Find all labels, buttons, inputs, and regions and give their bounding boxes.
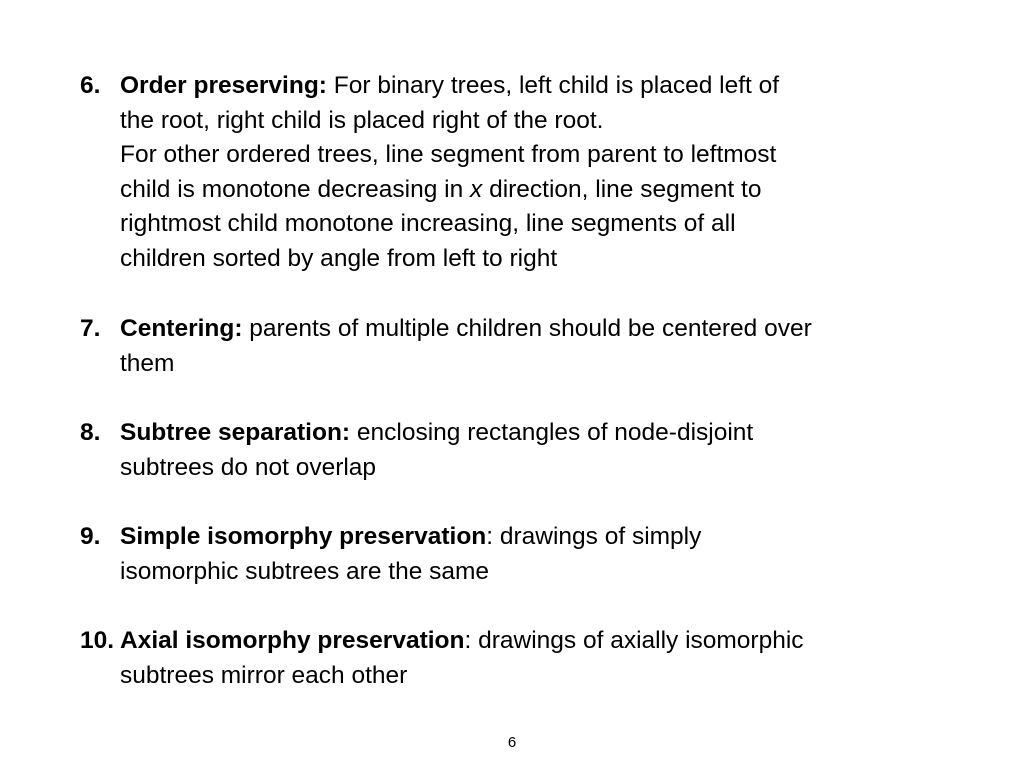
item-line: subtrees mirror each other [120,661,408,689]
item-text: direction, line segment to [482,175,762,203]
item-text: enclosing rectangles of node-disjoint [350,419,754,446]
item-number: 6. [80,72,101,99]
item-line: children sorted by angle from left to right [120,244,558,272]
item-term: Subtree separation: [120,419,351,446]
item-term: Centering: [120,315,243,342]
item-line: rightmost child monotone increasing, line segments of all [120,210,736,237]
item-text: : drawings of simply [486,523,702,550]
item-first-line [120,312,980,347]
page-number: 6 [507,734,517,751]
item-term: Axial isomorphy preservation [120,627,465,654]
item-body [120,520,980,589]
variable-x: x [470,175,483,203]
item-first-line [120,624,980,659]
item-body [120,624,980,693]
list-item-8 [80,416,980,485]
item-body [120,416,980,485]
item-text: parents of multiple children should be centered over [242,315,812,342]
item-term: Simple isomorphy preservation [120,523,487,550]
list-item-6 [80,69,980,276]
list-item-7 [80,312,980,381]
item-line: isomorphic subtrees are the same [120,557,490,585]
item-number: 9. [80,523,101,550]
item-number: 7. [80,315,101,342]
item-line: For other ordered trees, line segment from parent to leftmost [120,141,777,168]
item-line: the root, right child is placed right of the root. [120,106,604,134]
list-item-9 [80,520,980,589]
item-line: them [120,349,175,377]
item-text: child is monotone decreasing in [120,175,471,203]
item-body [120,69,980,276]
item-body [120,312,980,381]
item-first-line [120,520,980,555]
item-text: : drawings of axially isomorphic [464,627,804,654]
item-first-line [120,69,980,104]
item-line: subtrees do not overlap [120,453,377,481]
item-line [120,173,980,208]
item-first-line [120,416,980,451]
item-number: 8. [80,419,101,446]
list-item-10 [80,624,980,693]
item-text: For binary trees, left child is placed left of [326,72,780,99]
item-number: 10. [80,627,115,654]
item-term: Order preserving: [120,72,327,99]
